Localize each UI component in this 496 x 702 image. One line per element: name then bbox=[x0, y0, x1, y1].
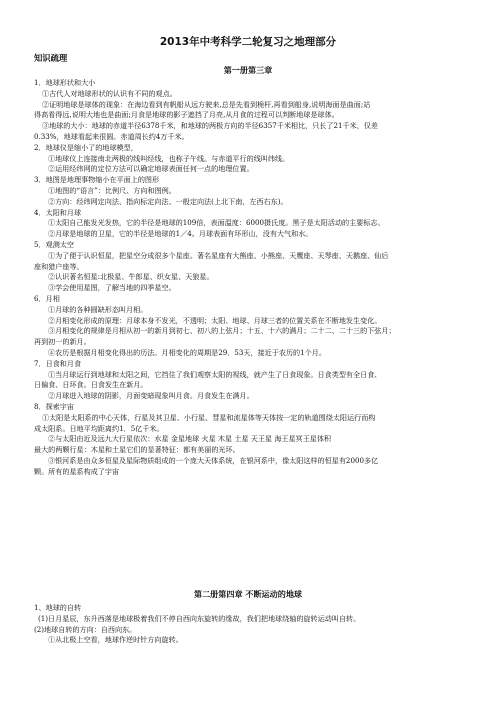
text-line: ①太阳是太阳系的中心天体，行星及其卫星、小行星、彗星和流星体等天体按一定的轨道围绕太阳运行而构 bbox=[42, 412, 376, 422]
text-line: ①地球仪上连接南北两极的线叫经线，也称子午线。与赤道平行的线叫纬线。 bbox=[48, 153, 290, 163]
text-line: 颗。所有的星系构成了宇宙 bbox=[34, 466, 120, 476]
section-label: 知识疏理 bbox=[34, 53, 68, 63]
text-line: 2．地球仪是缩小了的地球模型， bbox=[34, 142, 138, 152]
text-line: 0.33%，地球看起来很圆。赤道周长约4万千米。 bbox=[34, 131, 189, 141]
text-line: ②方向：经纬网定向法、指向标定向法、一般定向法(上北下南，左西右东)。 bbox=[48, 196, 288, 206]
text-line: ②月相变化形成的原理：月球本身不发光，不透明；太阳、地球、月球三者的位置关系在不断地发生变化。 bbox=[48, 315, 382, 325]
text-line: 最大的两颗行星：木星和土星它们的显著特征：都有美丽的光环。 bbox=[34, 445, 240, 455]
text-line: ②证明地球是球体的现象：在海边看到有帆船从远方驶来,总是先看到桅杆,再看到船身,说明海面是曲面;站 bbox=[42, 99, 371, 109]
text-line: 6．月相 bbox=[34, 293, 60, 303]
text-line: ②月球是地球的卫星，它的半径是地球的1／4。月球表面有环形山，没有大气和水。 bbox=[48, 229, 313, 239]
chapter-1-body bbox=[34, 78, 466, 477]
text-line: 1．地球形状和大小 bbox=[34, 78, 96, 87]
text-line: 成太阳系。日地平均距离约1．5亿千米。 bbox=[34, 423, 164, 433]
text-line: 再到初一的新月。 bbox=[34, 337, 91, 347]
text-line: ②月球进入地球的阴影，月面变暗现象叫月食。月食发生在满月。 bbox=[48, 391, 254, 401]
text-line: (1)日月星辰，东升西落是地球极着我们不停自西向东旋转的缘故，我们把地球绕轴的旋转运动叫自转。 bbox=[38, 613, 361, 623]
text-line: ②与太阳由近及远九大行星依次：水星 金星地球 火星 木星 土星 天王星 海王星冥王星体积 bbox=[48, 434, 332, 444]
text-line: (2)地球自转的方向：自西向东。 bbox=[34, 624, 137, 634]
text-line: ①为了便于认识恒星，把星空分成很多个星座。著名星座有大熊座、小熊座、天鹰座、天琴座、天鹅座、仙后 bbox=[48, 250, 389, 260]
text-line: ①从北极上空看，地球作逆时针方向旋转。 bbox=[48, 635, 183, 645]
text-line: ②运用经纬网的定位方法可以确定地球表面任何一点的地理位置。 bbox=[48, 164, 254, 174]
text-line: 3．地图是地理事物缩小在平面上的图形 bbox=[34, 175, 160, 185]
chapter-2-body bbox=[34, 603, 466, 646]
text-line: 得高看得远,说明大地也是曲面;月食是地球的影子遮挡了月亮,从月食的过程可以判断地球是球体。 bbox=[34, 110, 339, 120]
text-line: 8．探索宇宙 bbox=[34, 401, 74, 411]
text-line: ③学会使用星图，了解当地的四季星空。 bbox=[48, 283, 176, 293]
text-line: ③银河系是由众多恒星及星际物质组成的一个庞大天体系统，在银河系中，像太阳这样的恒星有2000多亿 bbox=[48, 455, 379, 465]
chapter-heading-1: 第一册第三章 bbox=[223, 65, 273, 75]
document-title: 2013年中考科学二轮复习之地理部分 bbox=[159, 36, 337, 48]
text-line: 座和猎户座等。 bbox=[34, 261, 84, 271]
text-line: 5．观测太空 bbox=[34, 239, 74, 249]
text-line: ③地球的大小：地球的赤道半径6378千米，和地球的两极方向的半径6357千米相比，只长了21千米，仅差 bbox=[42, 121, 378, 131]
text-line: ③月相变化的规律是月相从初一的新月到初七、初八的上弦月；十五、十六的满月；二十二、二十三的下弦月； bbox=[48, 326, 396, 336]
text-line: ④农历是根据月相变化得出的历法。月相变化的周期是29．53天，接近于农历的1个月。 bbox=[48, 347, 326, 357]
text-line: 日偏食、日环食。日食发生在新月。 bbox=[34, 380, 148, 390]
chapter-heading-2: 第二册第四章 不断运动的地球 bbox=[193, 589, 303, 599]
text-line: 1、地球的自转 bbox=[34, 603, 82, 612]
text-line: 7．日食和月食 bbox=[34, 358, 82, 368]
text-line: ①月球的各种圆缺形态叫月相。 bbox=[48, 304, 148, 314]
text-line: ②认识著名恒星:北极星、牛郎星、织女星、天狼星。 bbox=[48, 272, 214, 282]
text-line: ①古代人对地球形状的认识有不同的观点。 bbox=[42, 88, 177, 98]
text-line: ①当月球运行到地球和太阳之间，它挡住了我们观察太阳的视线，就产生了日食现象。日食类型有全日食、 bbox=[48, 369, 382, 379]
text-line: ①太阳自己能发光发热，它的半径是地球的109倍，表面温度：6000摄氏度。黑子是太阳活动的主要标志。 bbox=[48, 218, 385, 228]
text-line: ①地图的“语言”：比例尺、方向和图例。 bbox=[48, 185, 176, 195]
text-line: 4．太阳和月球 bbox=[34, 207, 82, 217]
